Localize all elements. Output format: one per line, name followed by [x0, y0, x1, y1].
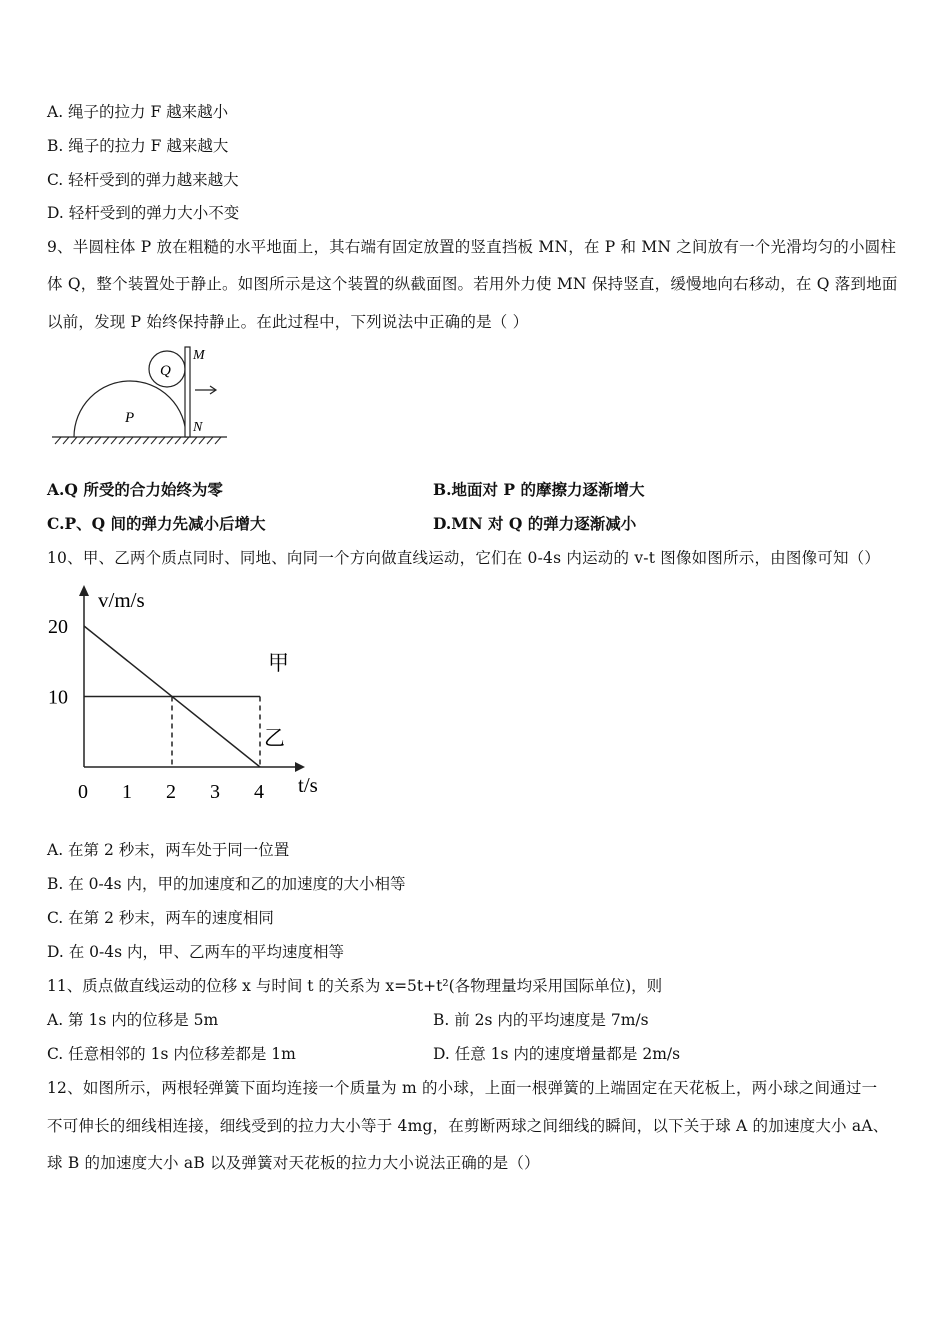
- q8-option-c: C. 轻杆受到的弹力越来越大: [47, 171, 239, 189]
- label-m: M: [193, 348, 205, 363]
- x-axis-arrow-icon: [295, 762, 305, 772]
- x-axis-label: t/s: [298, 773, 318, 797]
- q10-option-c: C. 在第 2 秒末，两车的速度相同: [47, 909, 274, 927]
- q10-option-a: A. 在第 2 秒末，两车处于同一位置: [47, 841, 290, 859]
- x-tick-label: 2: [166, 781, 176, 803]
- ground-hatch: [55, 437, 221, 444]
- q9-stem-line2: 体 Q，整个装置处于静止。如图所示是这个装置的纵截面图。若用外力使 MN 保持竖直，缓慢地向右移动，在 Q 落到地面: [47, 275, 898, 293]
- y-axis-arrow-icon: [79, 585, 89, 596]
- q10-option-d: D. 在 0-4s 内，甲、乙两车的平均速度相等: [47, 943, 344, 961]
- vt-chart: [40, 580, 340, 810]
- q8-option-b: B. 绳子的拉力 F 越来越大: [47, 137, 229, 155]
- q12-stem-line3: 球 B 的加速度大小 aB 以及弹簧对天花板的拉力大小说法正确的是（）: [47, 1154, 540, 1172]
- legend-jia: 甲: [268, 651, 289, 675]
- q12-stem-line1: 12、如图所示，两根轻弹簧下面均连接一个质量为 m 的小球，上面一根弹簧的上端固定在天花板上，两小球之间通过一: [47, 1079, 878, 1097]
- q9-stem-line3: 以前，发现 P 始终保持静止。在此过程中，下列说法中正确的是（ ）: [47, 313, 529, 331]
- q9-option-c: C.P、Q 间的弹力先减小后增大: [47, 514, 266, 533]
- q9-option-b: B.地面对 P 的摩擦力逐渐增大: [433, 480, 645, 499]
- q11-option-d: D. 任意 1s 内的速度增量都是 2m/s: [433, 1045, 681, 1063]
- q9-figure: [47, 342, 232, 450]
- q8-option-d: D. 轻杆受到的弹力大小不变: [47, 204, 240, 222]
- x-tick-label: 1: [122, 781, 132, 803]
- baffle-mn: [185, 347, 190, 437]
- y-tick-label: 10: [48, 686, 68, 709]
- label-n: N: [193, 420, 203, 435]
- label-p: P: [125, 410, 135, 426]
- y-tick-label: 20: [48, 616, 68, 638]
- y-axis-label: v/m/s: [98, 588, 145, 612]
- q10-option-b: B. 在 0-4s 内，甲的加速度和乙的加速度的大小相等: [47, 875, 406, 893]
- legend-yi: 乙: [264, 726, 285, 750]
- x-tick-label: 4: [254, 781, 264, 803]
- half-cylinder-p: [74, 381, 186, 437]
- q9-stem-line1: 9、半圆柱体 P 放在粗糙的水平地面上，其右端有固定放置的竖直挡板 MN，在 P 和 MN 之间放有一个光滑均匀的小圆柱: [47, 238, 897, 256]
- q11-option-a: A. 第 1s 内的位移是 5m: [47, 1011, 219, 1029]
- q10-stem: 10、甲、乙两个质点同时、同地、向同一个方向做直线运动，它们在 0-4s 内运动的 v-t 图像如图所示，由图像可知（）: [47, 549, 881, 567]
- x-tick-label: 3: [210, 781, 220, 803]
- q9-option-d: D.MN 对 Q 的弹力逐渐减小: [433, 514, 637, 533]
- q8-option-a: A. 绳子的拉力 F 越来越小: [47, 103, 229, 121]
- q12-stem-line2: 不可伸长的细线相连接，细线受到的拉力大小等于 4mg，在剪断两球之间细线的瞬间，以下关于球 A 的加速度大小 aA、: [47, 1117, 889, 1135]
- q9-option-a: A.Q 所受的合力始终为零: [47, 480, 223, 499]
- label-q: Q: [160, 363, 171, 379]
- x-tick-label: 0: [78, 781, 88, 803]
- q11-option-c: C. 任意相邻的 1s 内位移差都是 1m: [47, 1045, 296, 1063]
- q11-option-b: B. 前 2s 内的平均速度是 7m/s: [433, 1011, 649, 1029]
- q11-stem: 11、质点做直线运动的位移 x 与时间 t 的关系为 x=5t+t²(各物理量均采用国际单位)，则: [47, 977, 663, 995]
